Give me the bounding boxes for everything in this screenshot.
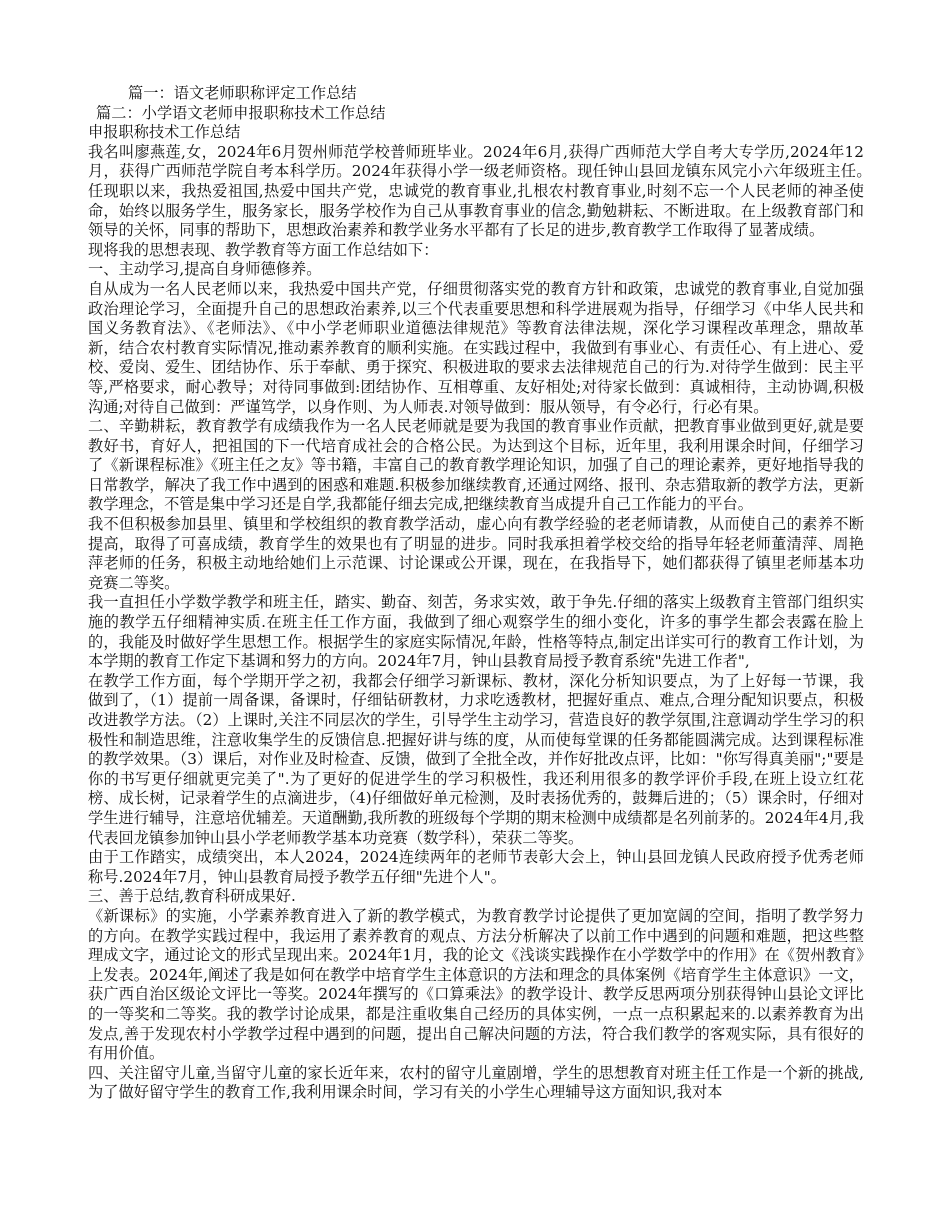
document-page (88, 84, 880, 1103)
paragraph-research: 《新课标》的实施，小学素养教育进入了新的教学模式，为教育教学讨论提供了更加宽阔的空间，指明了教学努力的方向。在教学实践过程中，我运用了素养教育的观点、方法分析解决了以前工作中遇到的问题和难题，把这些整理成文字，通过论文的形式呈现出来。2024年1月，我的论文《浅谈实践操作在小学数学中的作用》在《贺州教育》上发表。2024年,阐述了我是如何在教学中培育学生主体意识的方法和理念的具体案例《培育学生主体意识》一文，获广西自治区级论文评比一等奖。2024年撰写的《口算乘法》的教学设计、教学反思两项分别获得钟山县论文评比的一等奖和二等奖。我的教学讨论成果，都是注重收集自己经历的具体实例，一点一点积累起来的.以素养教育为出发点,善于发现农村小学教学过程中遇到的问题，提出自己解决问题的方法，符合我们教学的客观实际，具有很好的有用价值。 (88, 906, 864, 1063)
section-heading-1: 一、主动学习,提高自身师德修养。 (88, 260, 322, 279)
paragraph-class-teacher: 我一直担任小学数学教学和班主任，踏实、勤奋、刻苦，务求实效，敢于争先.仔细的落实上级教育主管部门组织实施的教学五仔细精神实质.在班主任工作方面，我做到了细心观察学生的细小变化，许多的事学生都会表露在脸上的，我能及时做好学生思想工作。根据学生的家庭实际情况,年龄，性格等特点,制定出详实可行的教育工作计划，为本学期的教育工作定下基调和努力的方向。2024年7月，钟山县教育局授予教育系统"先进工作者", (88, 593, 864, 671)
paragraph-summary-lead: 现将我的思想表现、教学教育等方面工作总结如下： (88, 240, 439, 259)
document-subtitle: 申报职称技术工作总结 (88, 123, 241, 142)
heading-part-two: 篇二：小学语文老师申报职称技术工作总结 (96, 103, 386, 122)
paragraph-activities: 我不但积极参加县里、镇里和学校组织的教育教学活动，虚心向有教学经验的老老师请教，从而使自己的素养不断提高，取得了可喜成绩，教育学生的效果也有了明显的进步。同时我承担着学校交给的指导年轻老师董清萍、周艳萍老师的任务，积极主动地给她们上示范课、讨论课或公开课，现在，在我指导下，她们都获得了镇里老师基本功竞赛二等奖。 (88, 515, 864, 592)
paragraph-teaching-work: 在教学工作方面，每个学期开学之初，我都会仔细学习新课标、教材，深化分析知识要点，为了上好每一节课，我做到了，（1）提前一周备课，备课时，仔细钻研教材，力求吃透教材，把握好重点、难点,合理分配知识要点，积极改进教学方法。（2）上课时,关注不同层次的学生，引导学生主动学习，营造良好的教学氛围,注意调动学生学习的积极性和制造思维，注意收集学生的反馈信息.把握好讲与练的度，从而使每堂课的任务都能圆满完成。达到课程标准的教学效果。（3）课后，对作业及时检查、反馈，做到了全批全改，并作好批改点评，比如："你写得真美丽";"要是你的书写更仔细就更完美了".为了更好的促进学生的学习积极性，我还利用很多的教学评价手段,在班上设立红花榜、成长树，记录着学生的点滴进步，（4)仔细做好单元检测，及时表扬优秀的，鼓舞后进的；（5）课余时，仔细对学生进行辅导，注意培优辅差。天道酬勤,我所教的班级每个学期的期末检测中成绩都是名列前茅的。2024年4月,我代表回龙镇参加钟山县小学老师教学基本功竞赛（数学科），荣获二等奖。 (88, 671, 864, 847)
paragraph-section-2: 二、辛勤耕耘，教育教学有成绩我作为一名人民老师就是要为我国的教育事业作贡献，把教育事业做到更好,就是要教好书，育好人，把祖国的下一代培育成社会的合格公民。为达到这个目标，近年里，我利用课余时间，仔细学习了《新课程标准》《班主任之友》等书籍，丰富自己的教育教学理论知识，加强了自己的理论素养，更好地指导我的日常教学，解决了我工作中遇到的困惑和难题.积极参加继续教育,还通过网络、报刊、杂志猎取新的教学方法，更新教学理念，不管是集中学习还是自学,我都能仔细去完成,把继续教育当成提升自己工作能力的平台。 (88, 417, 864, 514)
paragraph-ethics: 自从成为一名人民老师以来，我热爱中国共产党，仔细贯彻落实党的教育方针和政策，忠诚党的教育事业,自觉加强政治理论学习，全面提升自己的思想政治素养,以三个代表重要思想和科学进展观为指导，仔细学习《中华人民共和国义务教育法》、《老师法》、《中小学老师职业道德法律规范》等教育法律法规，深化学习课程改革理念，鼎故革新，结合农村教育实际情况,推动素养教育的顺利实施。在实践过程中，我做到有事业心、有责任心、有上进心、爱校、爱岗、爱生、团结协作、乐于奉献、勇于探究、积极进取的要求去法律规范自己的行为.对待学生做到：民主平等,严格要求，耐心教导；对待同事做到:团结协作、互相尊重、友好相处;对待家长做到：真诚相待，主动协调,积极沟通;对待自己做到：严谨笃学，以身作则、为人师表.对领导做到：服从领导，有令必行，行必有果。 (88, 279, 864, 416)
paragraph-left-behind-children: 四、关注留守儿童,当留守儿童的家长近年来，农村的留守儿童剧增，学生的思想教育对班主任工作是一个新的挑战,为了做好留守学生的教育工作,我利用课余时间，学习有关的小学生心理辅导这方面知识,我对本 (88, 1063, 864, 1102)
paragraph-introduction: 我名叫廖燕莲,女，2024年6月贺州师范学校普师班毕业。2024年6月,获得广西师范大学自考大专学历,2024年12月，获得广西师范学院自考本科学历。2024年获得小学一级老师资格。现任钟山县回龙镇东风完小六年级班主任。 任现职以来，我热爱祖国,热爱中国共产党，忠诚党的教育事业,扎根农村教育事业,时刻不忘一个人民老师的神圣使命，始终以服务学生，服务家长，服务学校作为自己从事教育事业的信念,勤勉耕耘、不断进取。在上级教育部门和领导的关怀，同事的帮助下，思想政治素养和教学业务水平都有了长足的进步,教育教学工作取得了显著成绩。 (88, 142, 880, 240)
paragraph-honors: 由于工作踏实，成绩突出，本人2024，2024连续两年的老师节表彰大会上，钟山县回龙镇人民政府授予优秀老师称号.2024年7月，钟山县教育局授予教学五仔细"先进个人"。 (88, 848, 864, 886)
heading-part-one: 篇一：语文老师职称评定工作总结 (128, 84, 357, 102)
section-heading-3: 三、善于总结,教育科研成果好. (88, 887, 296, 906)
